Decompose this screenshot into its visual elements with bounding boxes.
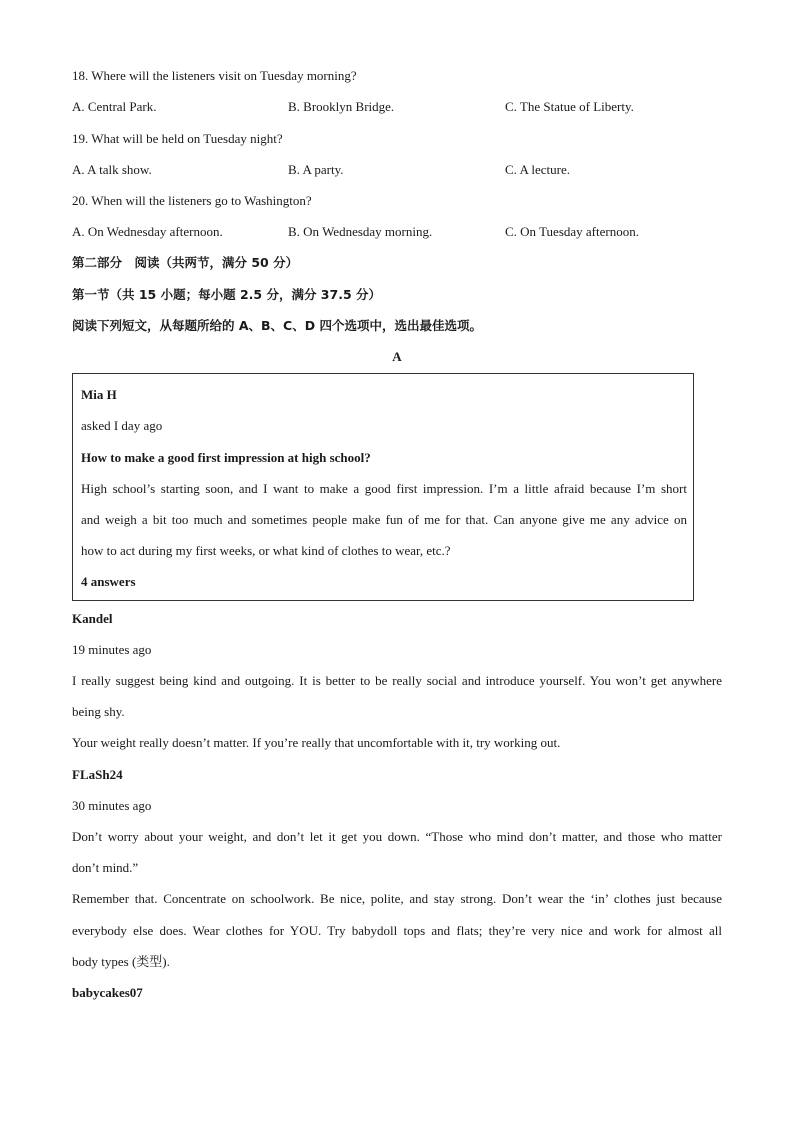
option-a: A. Central Park. [72,99,157,114]
answer-text-line: body types (类型). [72,954,170,969]
answer-text-line: Remember that. Concentrate on schoolwork. Be nice, polite, and stay strong. Don’t wear the ‘in’ clothes just because [72,891,722,906]
question-18: 18. Where will the listeners visit on Tuesday morning? [72,68,357,83]
post-title: How to make a good first impression at high school? [81,450,371,465]
answer-text-line: everybody else does. Wear clothes for YOU. Try babydoll tops and flats; they’re very nice and work for almost all [72,923,722,938]
question-19-options [72,162,722,178]
instruction: 阅读下列短文，从每题所给的 A、B、C、D 四个选项中，选出最佳选项。 [72,318,482,333]
question-18-options [72,99,722,115]
answer-text-line: Don’t worry about your weight, and don’t let it get you down. “Those who mind don’t matter, and those who matter [72,829,722,844]
post-time: asked I day ago [81,418,163,433]
passage-label: A [392,349,402,364]
option-b: B. On Wednesday morning. [288,224,433,239]
option-c: C. On Tuesday afternoon. [505,224,639,239]
question-20-options [72,224,722,240]
answer-time: 30 minutes ago [72,798,152,813]
option-b: B. A party. [288,162,344,177]
option-a: A. A talk show. [72,162,152,177]
answers-count: 4 answers [81,574,136,589]
answer-author: babycakes07 [72,985,143,1000]
part-title: 第二部分 阅读（共两节，满分 50 分） [72,255,299,270]
post-author: Mia H [81,387,117,402]
option-b: B. Brooklyn Bridge. [288,99,395,114]
post-body-line: High school’s starting soon, and I want to make a good first impression. I’m a little afraid because I’m short [81,481,687,496]
answer-text-line: I really suggest being kind and outgoing. It is better to be really social and introduce yourself. You won’t get anywhere [72,673,722,688]
option-a: A. On Wednesday afternoon. [72,224,223,239]
answer-text-line: being shy. [72,704,125,719]
answer-author: Kandel [72,611,113,626]
question-20: 20. When will the listeners go to Washington? [72,193,312,208]
answer-text-line: don’t mind.” [72,860,139,875]
post-body-line: how to act during my first weeks, or what kind of clothes to wear, etc.? [81,543,451,558]
answer-time: 19 minutes ago [72,642,152,657]
option-c: C. A lecture. [505,162,570,177]
question-19: 19. What will be held on Tuesday night? [72,131,283,146]
section-title: 第一节（共 15 小题；每小题 2.5 分，满分 37.5 分） [72,287,381,302]
question-post-box [72,373,694,601]
post-body-line: and weigh a bit too much and sometimes people make fun of me for that. Can anyone give me any advice on [81,512,687,527]
answer-text-line: Your weight really doesn’t matter. If you’re really that uncomfortable with it, try working out. [72,735,561,750]
option-c: C. The Statue of Liberty. [505,99,634,114]
answer-author: FLaSh24 [72,767,123,782]
